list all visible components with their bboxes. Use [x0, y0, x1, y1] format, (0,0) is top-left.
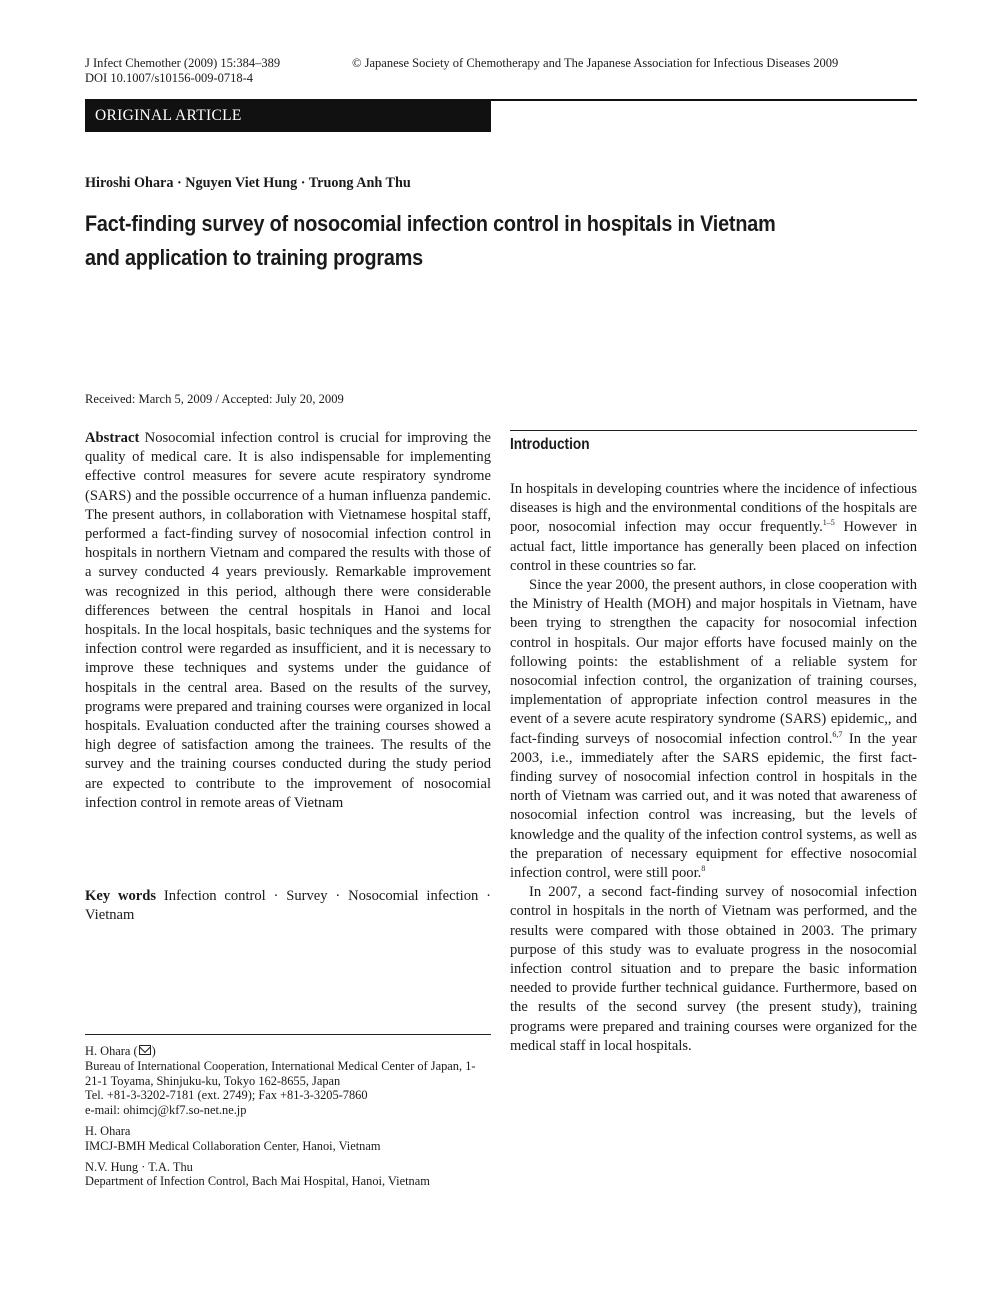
journal-citation: J Infect Chemother (2009) 15:384–389: [85, 56, 281, 70]
section-rule: [510, 430, 917, 431]
affiliation-phone: Tel. +81-3-3202-7181 (ext. 2749); Fax +81-3-3205-7860: [85, 1088, 368, 1103]
article-type-label: ORIGINAL ARTICLE: [85, 101, 491, 132]
affiliation-name: H. Ohara: [85, 1123, 131, 1138]
text-run: Since the year 2000, the present authors, in close cooperation with the Ministry of Health (MOH) and major hospitals in Vietnam, have been trying to strengthen the capacity for nosocomial infection control in hospitals. Our major efforts have focused mainly on the following points: the establishment of a reliable system for nosocomial infection control, the organization of training courses, implementation of appropriate infection control measures in the event of a severe acute respiratory syndrome (SARS) epidemic,, and fact-finding surveys of nosocomial infection control.: [510, 577, 917, 747]
copyright-notice: © Japanese Society of Chemotherapy and The Japanese Association for Infectious Diseases 2009: [352, 56, 839, 70]
reference-marker: 1–5: [822, 518, 835, 528]
article-title: [85, 207, 824, 275]
corresponding-author: [85, 1044, 491, 1059]
affiliation-name: N.V. Hung · T.A. Thu: [85, 1159, 193, 1174]
text-run: However in actual fact, little importance has generally been placed on infection control in these countries so far.: [510, 519, 917, 574]
reference-marker: 6,7: [832, 729, 843, 739]
abstract-text: Nosocomial infection control is crucial for improving the quality of medical care. It is also indispensable for implementing effective control measures for severe acute respiratory syndrome (SARS) and the possible occurrence of a human influenza pandemic. The present authors, in collaboration with Vietnamese hospital staff, performed a fact-finding survey of nosocomial infection control in hospitals in northern Vietnam and compared the results with those of a survey conducted 4 years previously. Remarkable improvement was recognized in this period, although there were considerable differences between the central hospitals in Hanoi and local hospitals. In the local hospitals, basic techniques and the systems for infection control were regarded as insufficient, and it is necessary to improve these techniques and systems under the guidance of hospitals in the central area. Based on the results of the survey, programs were prepared and training courses were organized in local hospitals. Evaluation conducted after the training courses showed a high degree of satisfaction among the trainees. The results of the survey and the training courses conducted during the study period are expected to contribute to the improvement of nosocomial infection control in remote areas of Vietnam: [85, 430, 491, 811]
affiliation-3: [85, 1160, 491, 1190]
affiliations: [85, 1044, 491, 1195]
affiliation-email: e-mail: ohimcj@kf7.so-net.ne.jp: [85, 1103, 247, 1118]
text-run: In hospitals in developing countries where the incidence of infectious diseases is high and the environmental conditions of the hospitals are poor, nosocomial infection may occur frequently.: [510, 481, 917, 536]
introduction-body: [510, 480, 917, 1056]
paragraph: [510, 480, 917, 576]
doi: DOI 10.1007/s10156-009-0718-4: [85, 71, 254, 85]
keywords-text: Infection control · Survey · Nosocomial infection · Vietnam: [85, 888, 491, 924]
received-dates: Received: March 5, 2009 / Accepted: July 20, 2009: [85, 392, 344, 406]
affiliation-name-end: ): [151, 1044, 156, 1058]
affiliation-address: Department of Infection Control, Bach Mai Hospital, Hanoi, Vietnam: [85, 1174, 430, 1189]
author-list: Hiroshi Ohara · Nguyen Viet Hung · Truong Anh Thu: [85, 175, 411, 191]
footnote-rule: [85, 1034, 491, 1035]
envelope-icon: [139, 1045, 151, 1055]
affiliation-name: H. Ohara (: [85, 1044, 138, 1058]
affiliation-2: [85, 1124, 491, 1154]
keywords: [85, 887, 491, 925]
abstract-label: Abstract: [85, 430, 140, 446]
title-line-1: Fact-finding survey of nosocomial infection control in hospitals in Vietnam: [85, 211, 776, 236]
title-line-2: and application to training programs: [85, 245, 424, 270]
introduction-heading: Introduction: [510, 436, 590, 453]
affiliation-address: Bureau of International Cooperation, International Medical Center of Japan, 1-21-1 Toyama, Shinjuku-ku, Tokyo 162-8655, Japan: [85, 1058, 476, 1088]
abstract: [85, 429, 491, 813]
paragraph: In 2007, a second fact-finding survey of nosocomial infection control in hospitals in the north of Vietnam was performed, and the results were compared with those obtained in 2003. The primary purpose of this study was to evaluate progress in the nosocomial infection control situation and to prepare the basic information needed to provide further technical guidance. Furthermore, based on the results of the second survey (the present study), training programs were prepared and training courses were organized for the medical staff in local hospitals.: [510, 884, 917, 1054]
keywords-label: Key words: [85, 888, 157, 904]
affiliation-1: [85, 1044, 491, 1118]
text-run: In the year 2003, i.e., immediately after the SARS epidemic, the first fact-finding survey of nosocomial infection control in hospitals in the north of Vietnam was carried out, and it was noted that awareness of nosocomial infection control was increasing, but the levels of knowledge and the quality of the infection control systems, as well as the preparation of necessary equipment for effective nosocomial infection control, were still poor.: [510, 730, 918, 882]
affiliation-address: IMCJ-BMH Medical Collaboration Center, Hanoi, Vietnam: [85, 1138, 381, 1153]
reference-marker: 8: [701, 864, 706, 874]
paragraph: [510, 576, 917, 883]
